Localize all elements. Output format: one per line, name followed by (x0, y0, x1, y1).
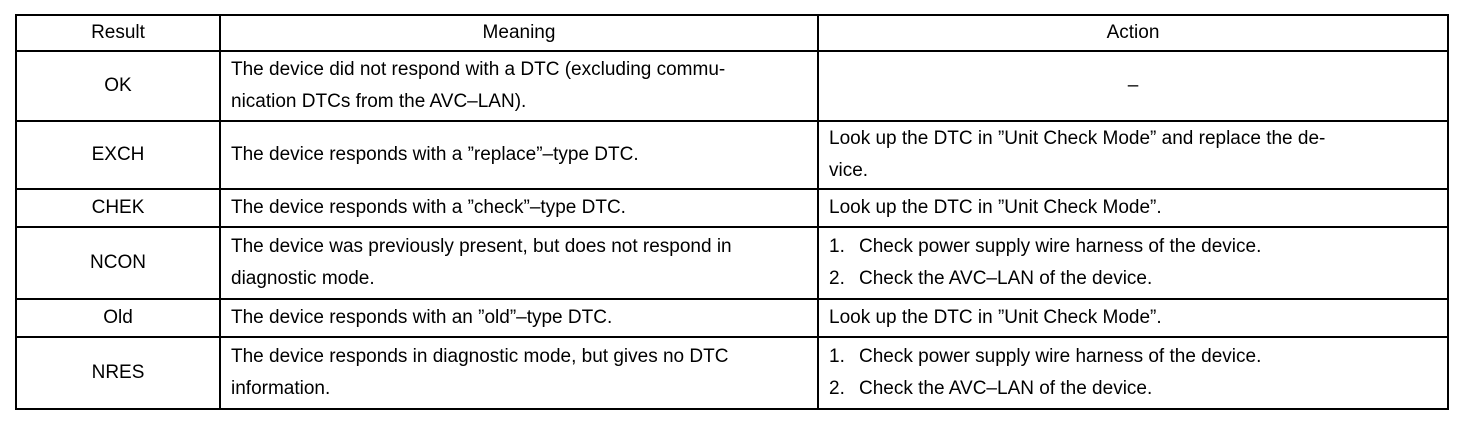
table-row (16, 227, 1448, 299)
meaning-text: The device responds in diagnostic mode, but gives no DTC information. (231, 346, 729, 399)
meaning-cell (220, 51, 818, 121)
result-table (15, 14, 1449, 410)
meaning-text: The device was previously present, but does not respond in diagnostic mode. (231, 236, 732, 289)
result-cell: CHEK (16, 189, 220, 227)
action-cell (818, 299, 1448, 337)
step-text: Check the AVC–LAN of the device. (859, 268, 1153, 289)
header-action: Action (818, 15, 1448, 51)
meaning-text: The device responds with a ”replace”–type DTC. (231, 144, 639, 165)
action-cell (818, 51, 1448, 121)
step-text: Check power supply wire harness of the device. (859, 346, 1262, 367)
result-cell: NRES (16, 337, 220, 409)
step-number: 1. (829, 346, 845, 367)
table-row (16, 189, 1448, 227)
table-row (16, 299, 1448, 337)
table-row (16, 51, 1448, 121)
action-step (829, 373, 1439, 405)
result-cell: Old (16, 299, 220, 337)
meaning-cell (220, 337, 818, 409)
action-step (829, 263, 1439, 295)
result-cell: EXCH (16, 121, 220, 189)
meaning-cell (220, 189, 818, 227)
meaning-text: The device did not respond with a DTC (excluding commu- nication DTCs from the AVC–LAN). (231, 59, 726, 112)
step-number: 1. (829, 236, 845, 257)
meaning-cell (220, 121, 818, 189)
step-number: 2. (829, 378, 845, 399)
action-cell (818, 189, 1448, 227)
result-cell: NCON (16, 227, 220, 299)
table-row (16, 121, 1448, 189)
step-number: 2. (829, 268, 845, 289)
step-text: Check power supply wire harness of the device. (859, 236, 1262, 257)
step-text: Check the AVC–LAN of the device. (859, 378, 1153, 399)
action-text: Look up the DTC in ”Unit Check Mode”. (829, 197, 1162, 218)
action-text: Look up the DTC in ”Unit Check Mode” and replace the de- vice. (829, 128, 1326, 181)
action-step (829, 231, 1439, 263)
action-step (829, 341, 1439, 373)
result-cell: OK (16, 51, 220, 121)
meaning-cell (220, 227, 818, 299)
meaning-text: The device responds with a ”check”–type DTC. (231, 197, 626, 218)
action-cell (818, 227, 1448, 299)
table-row (16, 337, 1448, 409)
meaning-cell (220, 299, 818, 337)
meaning-text: The device responds with an ”old”–type DTC. (231, 307, 613, 328)
header-meaning: Meaning (220, 15, 818, 51)
header-result: Result (16, 15, 220, 51)
action-text: – (1127, 75, 1139, 96)
action-text: Look up the DTC in ”Unit Check Mode”. (829, 307, 1162, 328)
action-cell (818, 337, 1448, 409)
action-cell (818, 121, 1448, 189)
header-row (16, 15, 1448, 51)
